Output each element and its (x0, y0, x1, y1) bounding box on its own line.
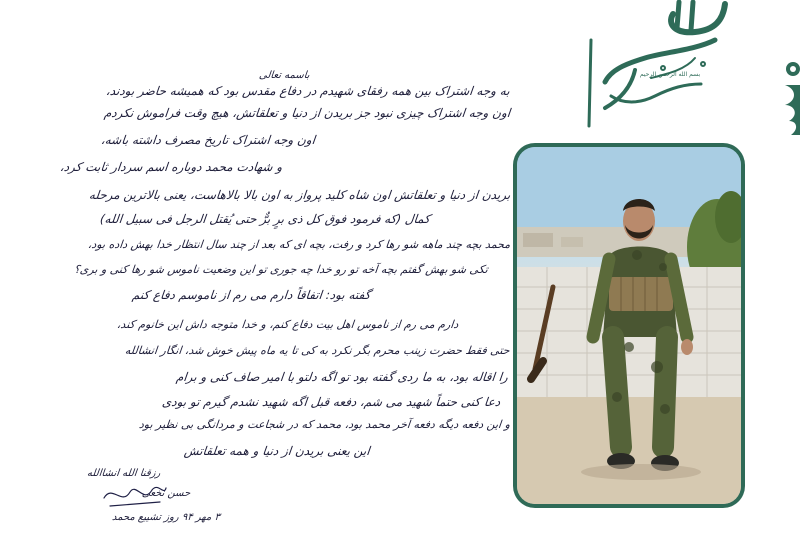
letter-date: ۳ مهر ۹۴ روز تشییع محمد (111, 512, 221, 523)
soldier-photo-frame (513, 143, 745, 508)
soldier-photo-illustration (517, 147, 741, 504)
letter-line: و این دفعه دیگه دفعه آخر محمد بود، محمد که در شجاعت و مردانگی بی نظیر بود (138, 418, 511, 431)
letter-line: اون وجه اشتراک تاریخ مصرف داشته باشه، (100, 133, 316, 147)
letter-line: گفته بود: اتفاقاً دارم می رم از ناموسم دفاع کنم (130, 288, 371, 302)
letter-line: به وجه اشتراک بین همه رفقای شهیدم در دفاع مقدس بود که همیشه حاضر بودند، (105, 84, 511, 98)
soldier-photo (517, 147, 741, 504)
basmala-text: بسم الله الرحمن الرحیم (639, 71, 701, 78)
letter-line: را اقاله بود، به ما ردی گفته بود تو اگه دلتو با امیر صاف کنی و برام (175, 370, 509, 384)
letter-line: حتی فقط حضرت زینب محرم بگر نکرد به کی تا یه ماه پیش خوش شد، انگار انشالله (124, 344, 511, 357)
letter-signature-name: حسن نخعی (141, 488, 191, 499)
letter-line: محمد بچه چند ماهه شو رها کرد و رفت، بچه ای که بعد از چند سال انتظار خدا بهش داده بود، (87, 238, 511, 251)
letter-line: کمال (که فرمود فوق کل ذی برٍ برٌّ حتی یُقتل الرجل فی سبیل الله) (99, 212, 431, 226)
letter-line: بریدن از دنیا و تعلقاتش اون شاه کلید پرواز به اون بالا بالاهاست، یعنی بالاترین مرحله (87, 188, 511, 202)
handwritten-letter (40, 60, 510, 540)
letter-line: این یعنی بریدن از دنیا و همه تعلقاتش (183, 444, 371, 458)
letter-heading: باسمه تعالی (258, 70, 311, 81)
ornament-icon (775, 55, 800, 135)
letter-line: دعا کنی حتماً شهید می شم، دفعه قبل اگه شهید نشدم گیرم تو بودی (160, 395, 501, 409)
letter-line: دارم می رم از ناموس اهل بیت دفاع کنم، و خدا متوجه داش این خانوم کند، (115, 318, 459, 331)
basmala-calligraphy-emblem (575, 0, 745, 130)
signature-scribble (100, 478, 170, 512)
letter-closing: رزقنا الله انشاالله (86, 468, 161, 479)
letter-line: اون وجه اشتراک چیزی نبود جز بریدن از دنیا و تعلقاتش، هیچ وقت فراموش نکردم (102, 106, 511, 120)
letter-line: تکی شو بهش گفتم بچه آخه تو رو خدا چه جوری تو این وضعیت ناموس شو رها کنی و بری؟ (73, 263, 489, 276)
letter-line: و شهادت محمد دوباره اسم سردار ثابت کرد، (59, 160, 283, 174)
